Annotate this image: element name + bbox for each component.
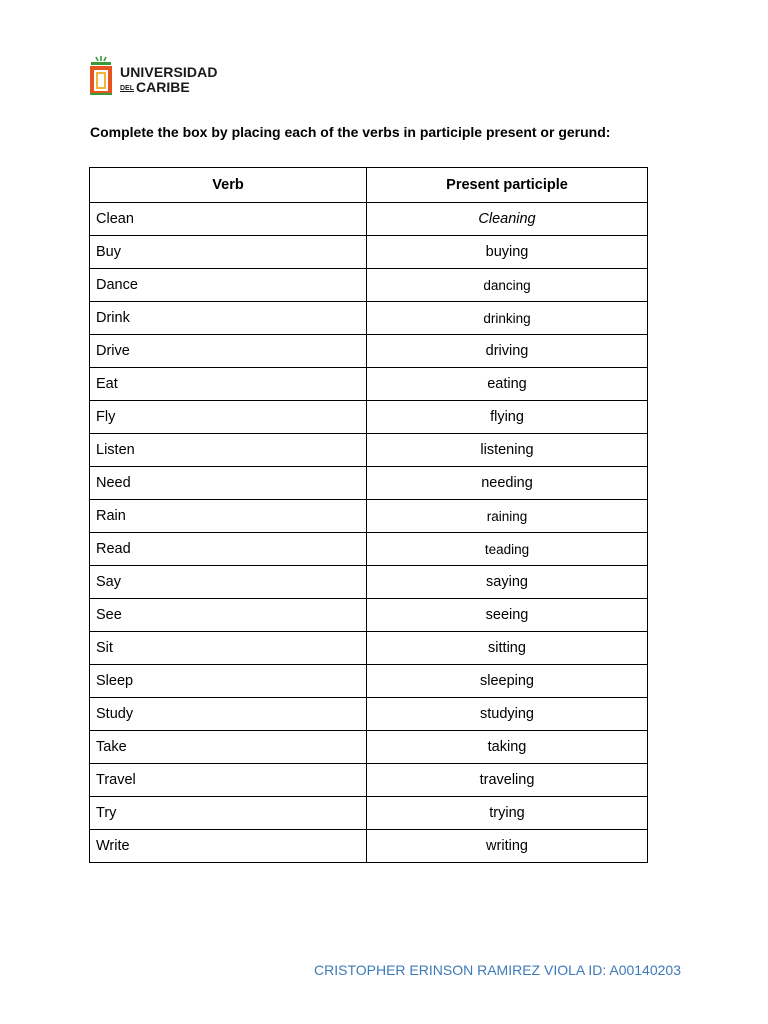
participle-cell: flying [367, 401, 648, 434]
verb-cell: Listen [90, 434, 367, 467]
participle-cell: needing [367, 467, 648, 500]
verb-cell: Sit [90, 632, 367, 665]
participle-cell: drinking [367, 302, 648, 335]
verb-cell: See [90, 599, 367, 632]
instruction-text: Complete the box by placing each of the verbs in participle present or gerund: [90, 124, 611, 140]
table-row [90, 302, 648, 335]
verb-cell: Rain [90, 500, 367, 533]
verb-cell: Say [90, 566, 367, 599]
verb-cell: Eat [90, 368, 367, 401]
author-footer: CRISTOPHER ERINSON RAMIREZ VIOLA ID: A00140203 [314, 962, 681, 978]
verb-cell: Need [90, 467, 367, 500]
university-logo [88, 55, 218, 97]
participle-cell: sitting [367, 632, 648, 665]
participle-cell: writing [367, 830, 648, 863]
verb-cell: Read [90, 533, 367, 566]
participle-cell: Cleaning [367, 203, 648, 236]
verb-table [89, 167, 648, 863]
verb-cell: Dance [90, 269, 367, 302]
table-row [90, 500, 648, 533]
table-row [90, 236, 648, 269]
verb-cell: Write [90, 830, 367, 863]
logo-second-line [120, 80, 218, 94]
table-row [90, 335, 648, 368]
table-row [90, 401, 648, 434]
table-row [90, 434, 648, 467]
participle-cell: listening [367, 434, 648, 467]
table-header-row [90, 168, 648, 203]
table-row [90, 764, 648, 797]
participle-cell: dancing [367, 269, 648, 302]
verb-cell: Clean [90, 203, 367, 236]
logo-wordmark [120, 59, 218, 94]
verb-cell: Buy [90, 236, 367, 269]
table-row [90, 269, 648, 302]
participle-cell: eating [367, 368, 648, 401]
table-row [90, 830, 648, 863]
column-header-participle: Present participle [367, 168, 648, 203]
table-row [90, 533, 648, 566]
participle-cell: teading [367, 533, 648, 566]
verb-cell: Travel [90, 764, 367, 797]
participle-cell: sleeping [367, 665, 648, 698]
table-row [90, 665, 648, 698]
verb-cell: Study [90, 698, 367, 731]
participle-cell: seeing [367, 599, 648, 632]
verb-cell: Drink [90, 302, 367, 335]
participle-cell: taking [367, 731, 648, 764]
table-row [90, 698, 648, 731]
table-row [90, 599, 648, 632]
participle-cell: traveling [367, 764, 648, 797]
verb-cell: Try [90, 797, 367, 830]
participle-cell: trying [367, 797, 648, 830]
logo-university-text: UNIVERSIDAD [120, 63, 218, 80]
verb-cell: Drive [90, 335, 367, 368]
table-row [90, 731, 648, 764]
logo-del-text: DEL [120, 84, 134, 92]
participle-cell: studying [367, 698, 648, 731]
verb-cell: Fly [90, 401, 367, 434]
table-row [90, 797, 648, 830]
logo-emblem-icon [88, 55, 114, 97]
participle-cell: driving [367, 335, 648, 368]
table-row [90, 203, 648, 236]
participle-cell: buying [367, 236, 648, 269]
logo-caribe-text: CARIBE [136, 78, 190, 95]
verb-cell: Sleep [90, 665, 367, 698]
verb-cell: Take [90, 731, 367, 764]
column-header-verb: Verb [90, 168, 367, 203]
table-row [90, 368, 648, 401]
participle-cell: raining [367, 500, 648, 533]
table-row [90, 566, 648, 599]
participle-cell: saying [367, 566, 648, 599]
table-row [90, 467, 648, 500]
table-row [90, 632, 648, 665]
